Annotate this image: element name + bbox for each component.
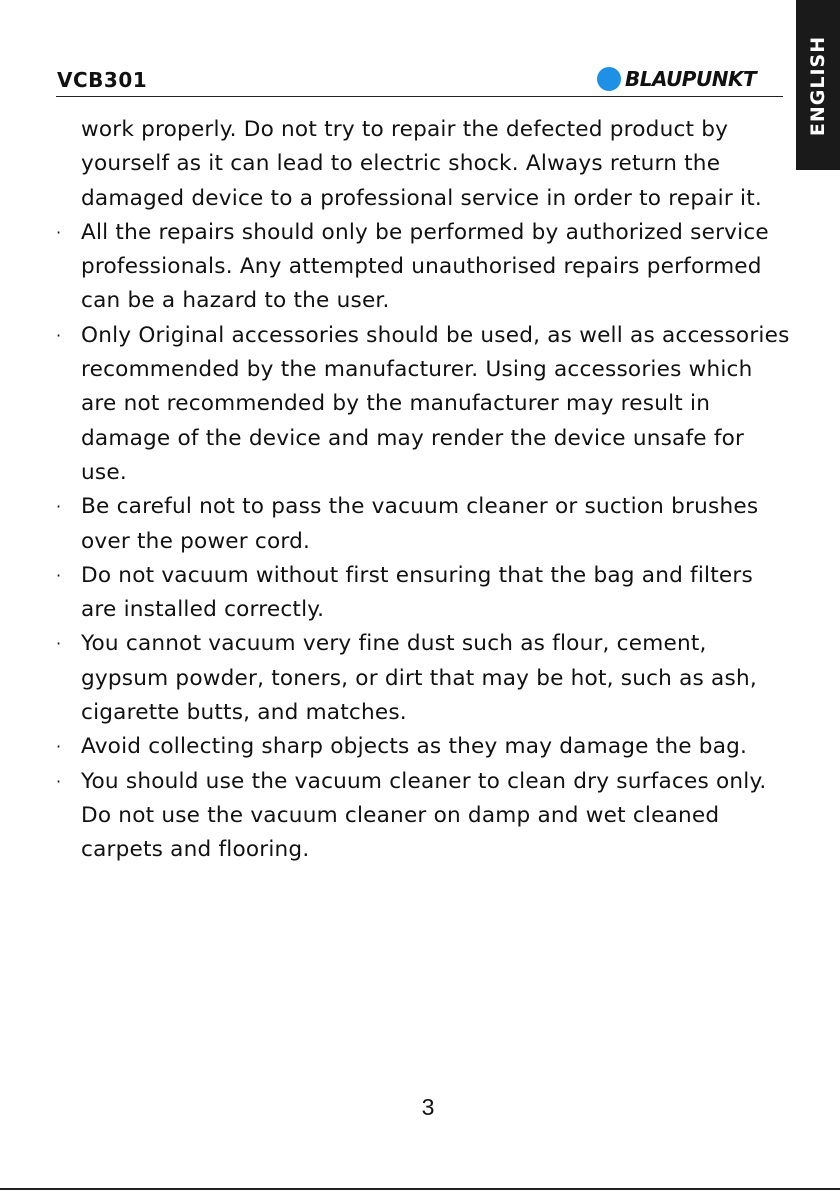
continued-paragraph: work properly. Do not try to repair the defected product by yourself as it can lead to electric shock. Always return the damaged device to a professional service in order to repair it.: [81, 117, 762, 211]
list-item: [50, 730, 790, 764]
list-item-text: You should use the vacuum cleaner to clean dry surfaces only. Do not use the vacuum cleaner on damp and wet cleaned carpets and flooring.: [81, 768, 767, 863]
header-divider: [56, 96, 783, 97]
list-item: [50, 319, 790, 490]
model-name: VCB301: [57, 68, 148, 92]
page-number: 3: [421, 1094, 435, 1120]
bullet-icon: ·: [56, 497, 62, 517]
bullet-icon: ·: [56, 771, 62, 791]
list-item-text: All the repairs should only be performed by authorized service professionals. Any attempted unauthorised repairs performed can be a hazard to the user.: [81, 219, 769, 314]
brand-name: BLAUPUNKT: [625, 67, 757, 91]
list-item: [50, 559, 790, 628]
bottom-border: [0, 1188, 840, 1190]
bullet-icon: ·: [56, 634, 62, 654]
list-item: [50, 627, 790, 730]
body-content: [50, 113, 790, 868]
bullet-icon: ·: [56, 325, 62, 345]
list-item: [50, 765, 790, 868]
bullet-icon: ·: [56, 565, 62, 585]
list-item-text: Do not vacuum without first ensuring that the bag and filters are installed correctly.: [81, 562, 753, 623]
list-item-text: Avoid collecting sharp objects as they may damage the bag.: [81, 734, 748, 760]
brand-dot-icon: [597, 67, 621, 91]
language-label: ENGLISH: [807, 35, 829, 137]
list-item: [50, 216, 790, 319]
brand-logo: [597, 66, 756, 92]
list-item-text: Be careful not to pass the vacuum cleaner or suction brushes over the power cord.: [81, 494, 759, 554]
bullet-icon: ·: [56, 737, 62, 757]
list-item-text: Only Original accessories should be used, as well as accessories recommended by the manufacturer. Using accessories which are not recommended by the manufacturer may result in damage of the device and may render the device unsafe for use.: [81, 322, 790, 485]
list-item: [50, 490, 790, 559]
list-item-text: You cannot vacuum very fine dust such as flour, cement, gypsum powder, toners, or dirt that may be hot, such as ash, cigarette butts, and matches.: [81, 631, 757, 726]
bullet-icon: ·: [56, 222, 62, 242]
